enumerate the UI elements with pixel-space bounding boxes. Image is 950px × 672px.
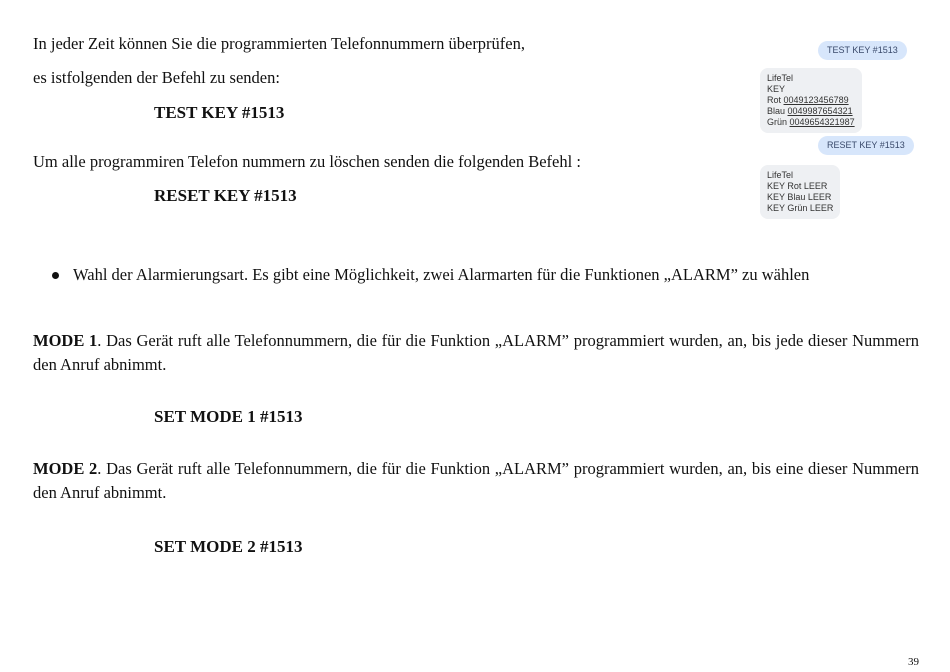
reset-instruction: Um alle programmiren Telefon nummern zu löschen senden die folgenden Befehl : xyxy=(33,152,581,171)
sms-sent-test-key: TEST KEY #1513 xyxy=(818,41,907,60)
intro-line-2: es istfolgenden der Befehl zu senden: xyxy=(33,68,280,87)
bullet-dot-icon xyxy=(52,272,59,279)
mode1-label: MODE 1 xyxy=(33,331,98,350)
mode2-label: MODE 2 xyxy=(33,459,98,478)
sms-reply-gruen-empty: KEY Grün LEER xyxy=(767,203,834,213)
reset-key-command: RESET KEY #1513 xyxy=(154,186,297,205)
sms-reply-blau-empty: KEY Blau LEER xyxy=(767,192,832,202)
set-mode-1-command: SET MODE 1 #1513 xyxy=(154,407,303,426)
sms-reply-test-key xyxy=(760,68,862,133)
sms-reply-sender: LifeTel xyxy=(767,73,794,83)
sms-reply-rot: Rot 0049123456789 xyxy=(767,95,849,105)
phone-number-link[interactable]: 0049123456789 xyxy=(783,95,849,105)
set-mode-2-command: SET MODE 2 #1513 xyxy=(154,537,303,556)
test-key-command: TEST KEY #1513 xyxy=(154,103,285,122)
mode1-paragraph xyxy=(33,329,919,377)
phone-number-link[interactable]: 0049987654321 xyxy=(787,106,853,116)
mode2-paragraph xyxy=(33,457,919,505)
phone-number-link[interactable]: 0049654321987 xyxy=(789,117,855,127)
mode2-text: . Das Gerät ruft alle Telefonnummern, die für die Funktion „ALARM” programmiert wurden, an, bis eine dieser Nummern den Anruf abnimmt. xyxy=(33,459,919,502)
sms-reply-key: KEY xyxy=(767,84,786,94)
sms-reply-blau: Blau 0049987654321 xyxy=(767,106,853,116)
sms-reply-sender: LifeTel xyxy=(767,170,794,180)
sms-reply-reset-key xyxy=(760,165,840,219)
mode1-text: . Das Gerät ruft alle Telefonnummern, die für die Funktion „ALARM” programmiert wurden, an, bis jede dieser Nummern den Anruf abnimmt. xyxy=(33,331,919,374)
sms-reply-gruen: Grün 0049654321987 xyxy=(767,117,855,127)
page-number: 39 xyxy=(908,656,919,668)
sms-sent-reset-key: RESET KEY #1513 xyxy=(818,136,914,155)
sms-reply-rot-empty: KEY Rot LEER xyxy=(767,181,828,191)
bullet-text: Wahl der Alarmierungsart. Es gibt eine Möglichkeit, zwei Alarmarten für die Funktionen „ALARM” zu wählen xyxy=(73,265,810,284)
intro-line-1: In jeder Zeit können Sie die programmierten Telefonnummern überprüfen, xyxy=(33,34,525,53)
